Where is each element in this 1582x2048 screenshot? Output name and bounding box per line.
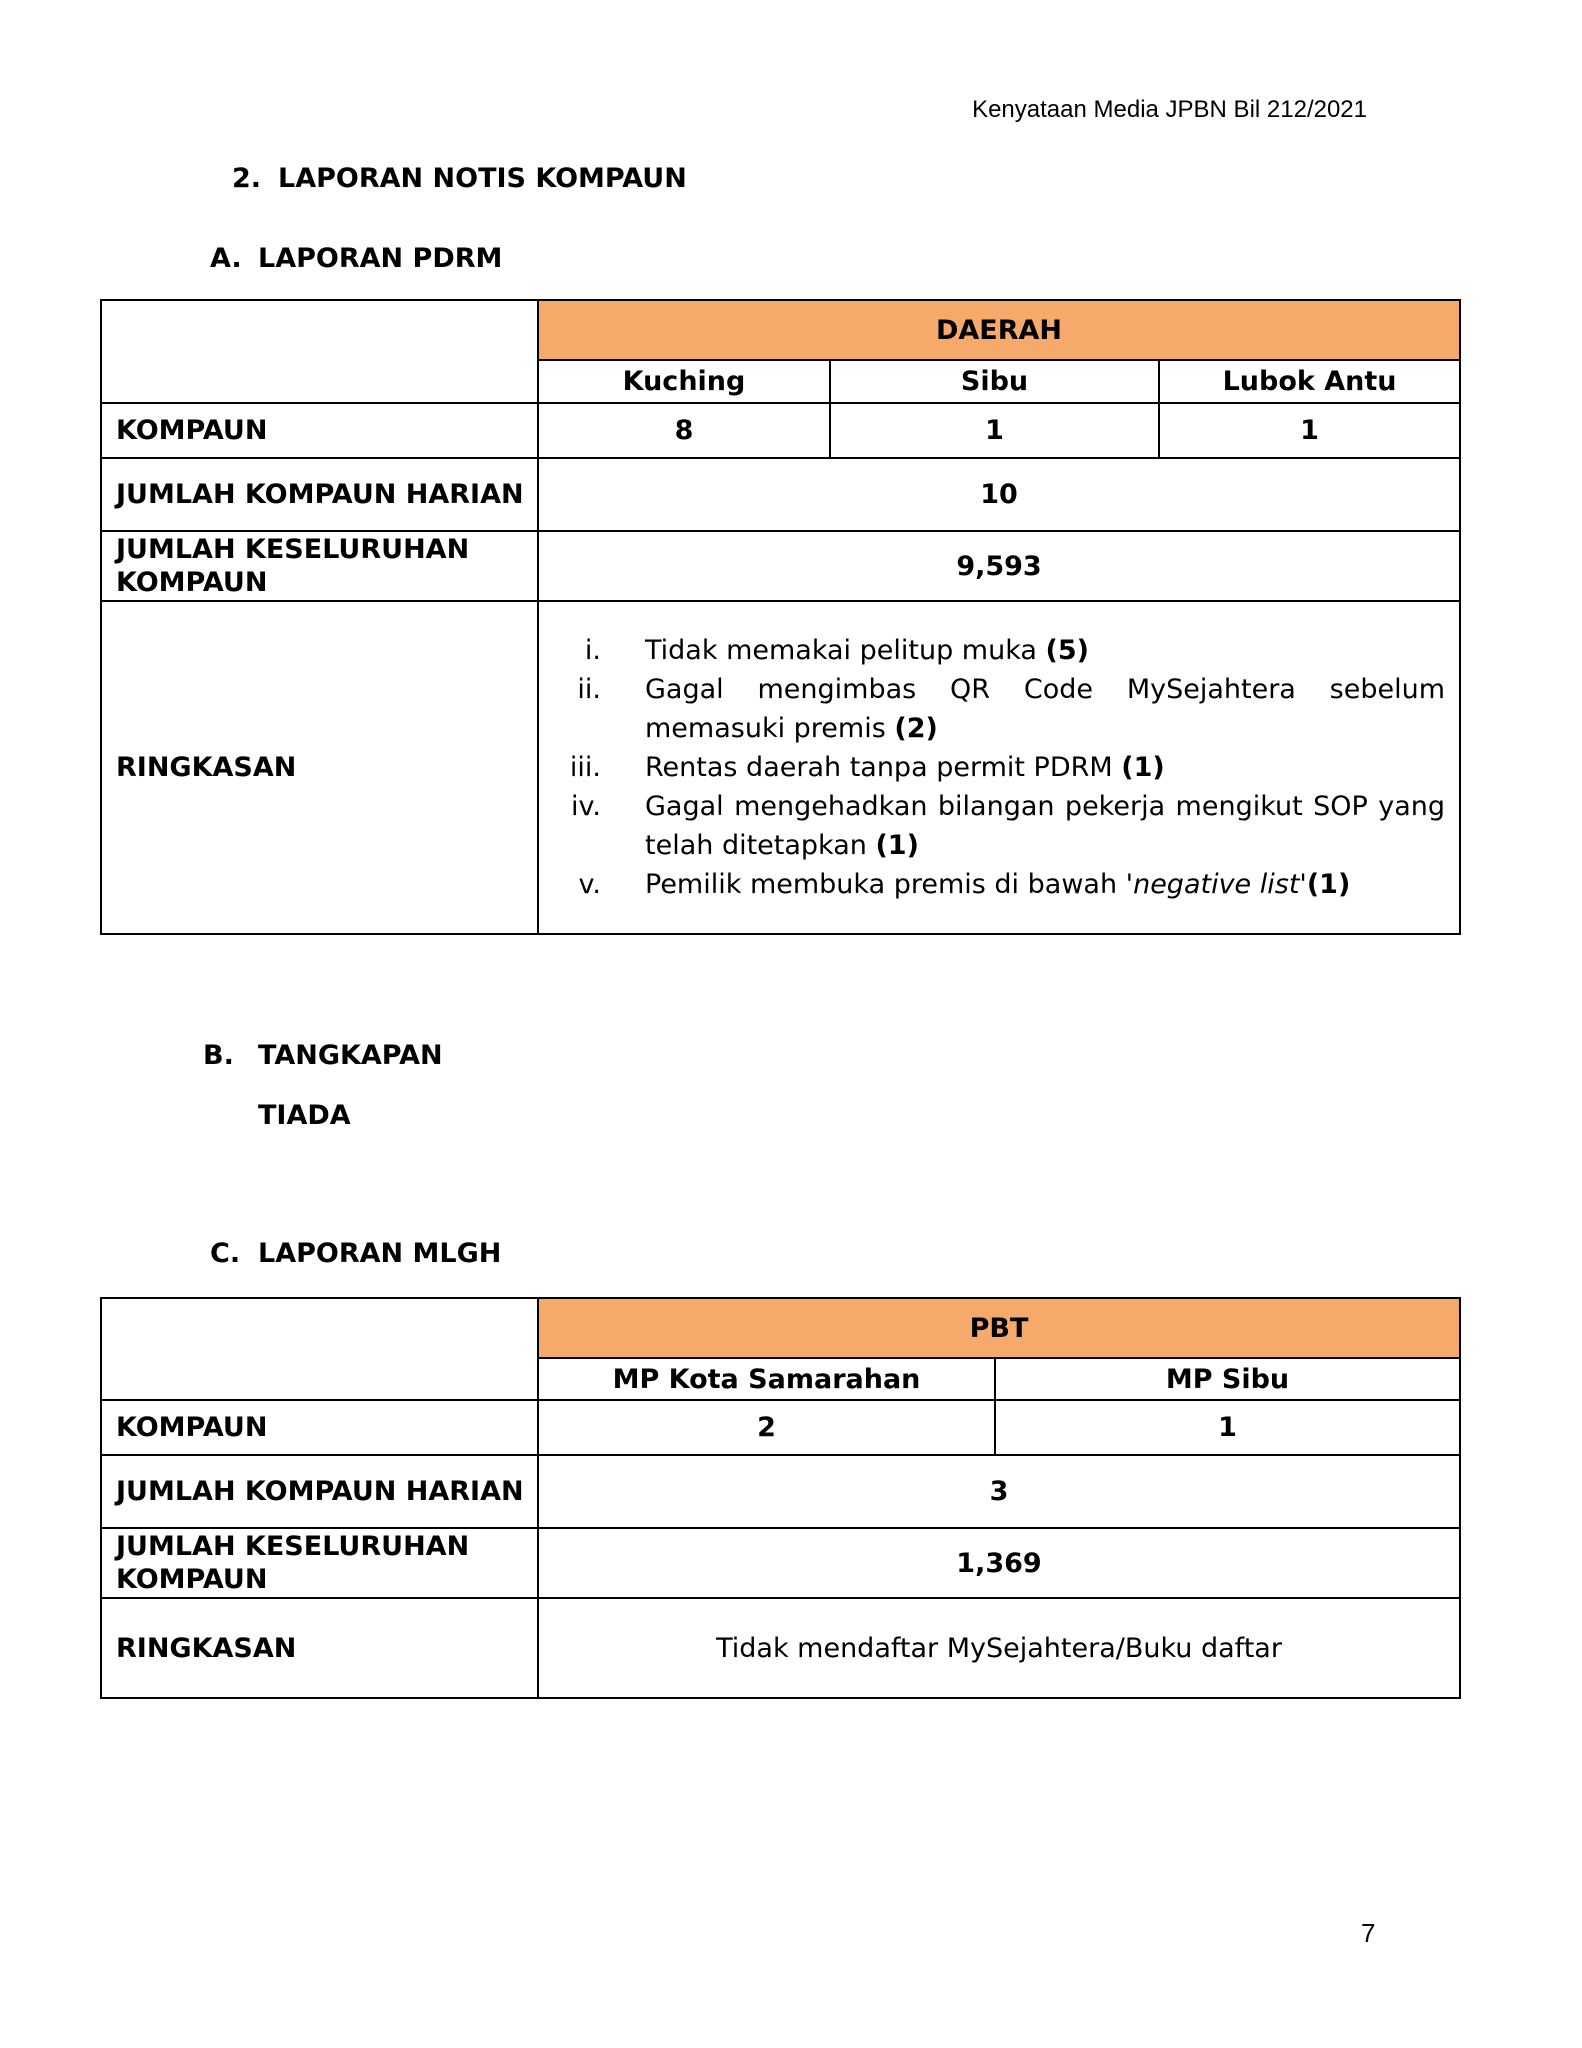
harian-value: 3 xyxy=(538,1455,1460,1528)
section-title: LAPORAN NOTIS KOMPAUN xyxy=(278,163,687,194)
pdrm-heading xyxy=(210,243,502,274)
item-numeral: iii. xyxy=(569,752,601,783)
item-count: (1) xyxy=(1306,869,1351,900)
row-label: JUMLAH KESELURUHAN KOMPAUN xyxy=(101,1528,538,1598)
item-text: Pemilik membuka premis di bawah 'negative list'(1) xyxy=(645,869,1351,900)
pdrm-col-header: Kuching xyxy=(538,360,830,403)
item-italic: 'negative list' xyxy=(1125,869,1307,900)
item-numeral: ii. xyxy=(577,674,601,705)
item-count: (5) xyxy=(1045,635,1089,666)
item-count: (2) xyxy=(894,713,938,744)
kompaun-value: 1 xyxy=(995,1400,1460,1455)
row-label: JUMLAH KOMPAUN HARIAN xyxy=(101,458,538,531)
pdrm-table xyxy=(100,299,1461,935)
row-label: JUMLAH KESELURUHAN KOMPAUN xyxy=(101,531,538,601)
item-count: (1) xyxy=(875,830,919,861)
row-label: KOMPAUN xyxy=(101,403,538,458)
item-text: Gagal mengehadkan bilangan pekerja mengikut SOP yang telah ditetapkan (1) xyxy=(645,791,1446,861)
row-label: RINGKASAN xyxy=(101,601,538,934)
section-number: 2. xyxy=(232,163,262,194)
tangkapan-value: TIADA xyxy=(258,1100,351,1131)
kompaun-value: 1 xyxy=(830,403,1159,458)
tangkapan-letter: B. xyxy=(203,1040,234,1071)
document-header: Kenyataan Media JPBN Bil 212/2021 xyxy=(972,96,1367,123)
mlgh-title: LAPORAN MLGH xyxy=(258,1238,502,1269)
keseluruhan-value: 9,593 xyxy=(538,531,1460,601)
pdrm-group-header: DAERAH xyxy=(538,300,1460,360)
summary-cell xyxy=(538,601,1460,934)
item-text: Rentas daerah tanpa permit PDRM (1) xyxy=(645,752,1165,783)
item-numeral: v. xyxy=(578,869,601,900)
pdrm-col-header: Lubok Antu xyxy=(1159,360,1460,403)
tangkapan-heading xyxy=(203,1040,443,1071)
row-label: RINGKASAN xyxy=(101,1598,538,1698)
pdrm-col-header: Sibu xyxy=(830,360,1159,403)
mlgh-heading xyxy=(210,1238,501,1269)
mlgh-group-header: PBT xyxy=(538,1298,1460,1358)
pdrm-letter: A. xyxy=(210,243,242,274)
kompaun-value: 1 xyxy=(1159,403,1460,458)
item-text: Gagal mengimbas QR Code MySejahtera sebelum memasuki premis (2) xyxy=(645,674,1446,744)
summary-item xyxy=(539,865,1459,904)
page-number: 7 xyxy=(1361,1918,1376,1948)
mlgh-letter: C. xyxy=(210,1238,241,1269)
section-heading xyxy=(232,163,687,194)
row-label: KOMPAUN xyxy=(101,1400,538,1455)
harian-value: 10 xyxy=(538,458,1460,531)
item-text: Tidak memakai pelitup muka (5) xyxy=(645,635,1089,666)
summary-item xyxy=(539,748,1459,787)
pdrm-title: LAPORAN PDRM xyxy=(258,243,503,274)
kompaun-value: 8 xyxy=(538,403,830,458)
item-numeral: iv. xyxy=(571,791,601,822)
mlgh-corner-cell xyxy=(101,1298,538,1400)
row-label: JUMLAH KOMPAUN HARIAN xyxy=(101,1455,538,1528)
summary-item xyxy=(539,631,1459,670)
mlgh-col-header: MP Sibu xyxy=(995,1358,1460,1400)
pdrm-corner-cell xyxy=(101,300,538,403)
summary-list xyxy=(539,631,1459,904)
ringkasan-value: Tidak mendaftar MySejahtera/Buku daftar xyxy=(538,1598,1460,1698)
item-count: (1) xyxy=(1121,752,1165,783)
keseluruhan-value: 1,369 xyxy=(538,1528,1460,1598)
kompaun-value: 2 xyxy=(538,1400,995,1455)
mlgh-col-header: MP Kota Samarahan xyxy=(538,1358,995,1400)
mlgh-table xyxy=(100,1297,1461,1699)
summary-item xyxy=(539,670,1459,748)
item-numeral: i. xyxy=(584,635,601,666)
summary-item xyxy=(539,787,1459,865)
tangkapan-title: TANGKAPAN xyxy=(258,1040,443,1071)
